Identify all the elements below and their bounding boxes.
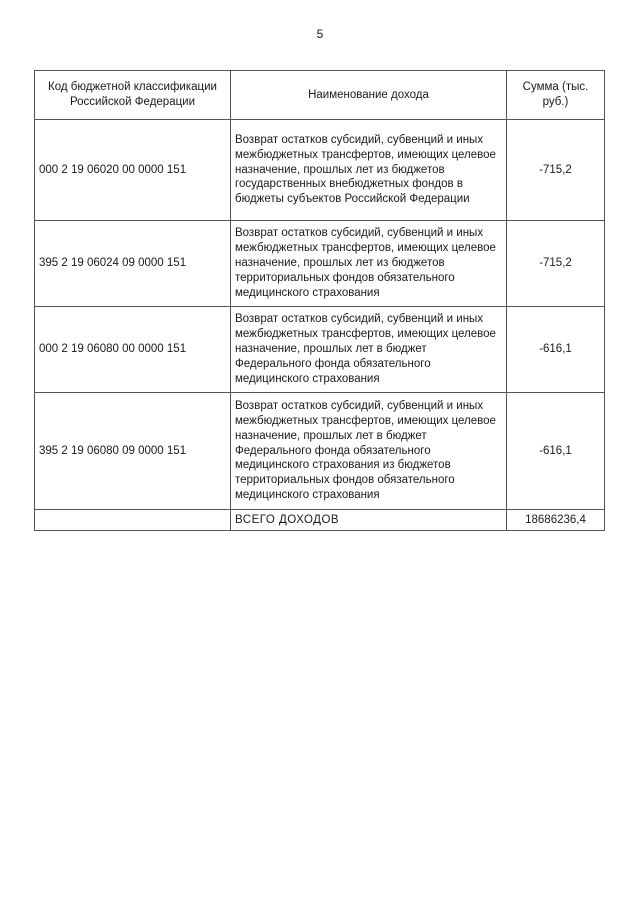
- row-name: Возврат остатков субсидий, субвенций и иных межбюджетных трансфертов, имеющих целевое назначение, прошлых лет из бюджетов государственных внебюджетных фондов в бюджеты субъектов Российской Федерации: [231, 120, 507, 221]
- table-row: [35, 307, 605, 393]
- row-sum: -616,1: [507, 307, 605, 393]
- total-code: [35, 510, 231, 531]
- row-name: Возврат остатков субсидий, субвенций и иных межбюджетных трансфертов, имеющих целевое назначение, прошлых лет в бюджет Федерального фонда обязательного медицинского страхования: [231, 307, 507, 393]
- header-sum: Сумма (тыс. руб.): [507, 71, 605, 120]
- table-row: [35, 393, 605, 510]
- row-code: 395 2 19 06080 09 0000 151: [35, 393, 231, 510]
- row-code: 395 2 19 06024 09 0000 151: [35, 221, 231, 307]
- header-code: Код бюджетной классификации Российской Федерации: [35, 71, 231, 120]
- total-sum: 18686236,4: [507, 510, 605, 531]
- table-row: [35, 120, 605, 221]
- row-sum: -616,1: [507, 393, 605, 510]
- total-row: [35, 510, 605, 531]
- row-name: Возврат остатков субсидий, субвенций и иных межбюджетных трансфертов, имеющих целевое назначение, прошлых лет из бюджетов территориальных фондов обязательного медицинского страхования: [231, 221, 507, 307]
- total-label: ВСЕГО ДОХОДОВ: [231, 510, 507, 531]
- table-row: [35, 221, 605, 307]
- header-name: Наименование дохода: [231, 71, 507, 120]
- row-sum: -715,2: [507, 120, 605, 221]
- row-code: 000 2 19 06080 00 0000 151: [35, 307, 231, 393]
- row-name: Возврат остатков субсидий, субвенций и иных межбюджетных трансфертов, имеющих целевое назначение, прошлых лет в бюджет Федерального фонда обязательного медицинского страхования из бюджетов территориальных фондов обязательного медицинского страхования: [231, 393, 507, 510]
- table-header-row: [35, 71, 605, 120]
- row-sum: -715,2: [507, 221, 605, 307]
- row-code: 000 2 19 06020 00 0000 151: [35, 120, 231, 221]
- income-table: [34, 70, 605, 531]
- page-number: 5: [316, 27, 324, 41]
